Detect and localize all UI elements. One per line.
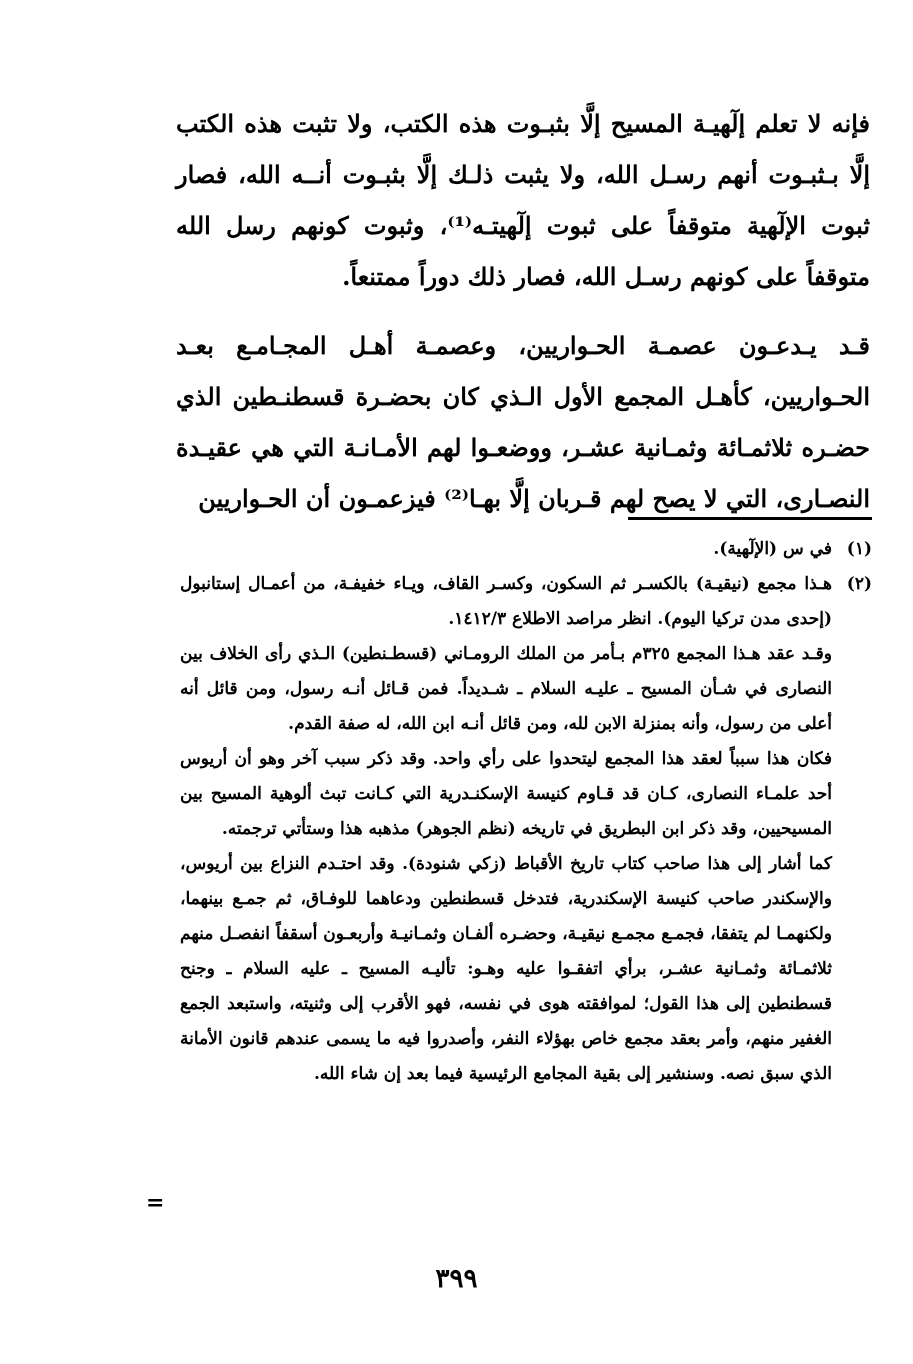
footnote-paragraph: وقـد عقد هـذا المجمع ٣٢٥م بـأمر من الملك الرومـاني (قسطـنطين) الـذي رأى الخلاف بين النصارى في شـأن المسيح ـ عليـه السلام ـ شـديداً. فمن قـائل أنـه رسول، ومن قائل أنه أعلى من رسول، وأنه بمنزلة الابن لله، ومن قائل أنـه ابن الله، له صفة القدم. <box>180 644 832 734</box>
main-paragraph: قـد يـدعـون عصمـة الحـواريين، وعصمـة أهـل المجـامـع بعـد الحـواريين، كأهـل المجمع الأول الـذي كان بحضـرة قسطنـطين الذي حضـره ثلاثمـائة وثمـانية عشـر، ووضعـوا لهم الأمـانـة التي هي عقيـدة النصـارى، التي لا يصح لهم قـربان إلَّا بهـا⁽²⁾ فيزعمـون أن الحـواريين <box>176 331 870 513</box>
footnote <box>180 567 872 1092</box>
footnote <box>180 532 872 567</box>
footnote-paragraph: كما أشار إلى هذا صاحب كتاب تاريخ الأقباط (زكي شنودة). وقد احتـدم النزاع بين أريوس، والإسكندر صاحب كنيسة الإسكندرية، فتدخل قسطنطين ودعاهما للوفـاق، ثم جمـع بينهما، ولكنهمـا لم يتفقا، فجمـع مجمـع نيقيـة، وحضـره ألفـان وثمـانيـة وأربعـون أسقفاً انفصـل منهم ثلاثمـائة وثمـانية عشـر، برأي اتفقـوا عليه وهـو: تأليـه المسيح ـ عليه السلام ـ وجنح قسطنطين إلى هذا القول؛ لموافقته هوى في نفسه، فهو الأقرب إلى وثنيته، واستبعد الجمع الغفير منهم، وأمر بعقد مجمع خاص بهؤلاء النفر، وأصدروا فيه ما يسمى عندهم قانون الأمانة الذي سبق نصه. وسنشير إلى بقية المجامع الرئيسية فيما بعد إن شاء الله. <box>180 854 832 1084</box>
footnote-paragraph: هـذا مجمع (نيقيـة) بالكسـر ثم السكون، وكسـر القاف، ويـاء خفيفـة، من أعمـال إستانبول (إحدى مدن تركيا اليوم). انظر مراصد الاطلاع ١٤١٢/٣. <box>180 574 832 629</box>
continuation-mark: = <box>146 1190 165 1216</box>
page-number: ٣٩٩ <box>435 1264 478 1294</box>
footnote-paragraph: في س (الإلٓهية). <box>713 539 832 559</box>
footnote-number: (٢) <box>846 574 872 594</box>
footnote-paragraph: فكان هذا سبباً لعقد هذا المجمع ليتحدوا على رأي واحد. وقد ذكر سبب آخر وهو أن أريوس أحد علمـاء النصارى، كـان قد قـاوم كنيسة الإسكنـدرية التي كـانت تبث ألوهية المسيح بين المسيحيين، وقد ذكر ابن البطريق في تاريخه (نظم الجوهر) مذهبه هذا وستأتي ترجمته. <box>180 749 832 839</box>
footnotes <box>180 532 872 1092</box>
footnote-number: (١) <box>846 539 872 559</box>
footnote-separator <box>628 517 872 520</box>
footnote-body <box>180 567 832 1092</box>
main-text <box>176 98 870 524</box>
main-paragraph: فإنه لا تعلم إلٓهيـة المسيح إلَّا بثبـوت هذه الكتب، ولا تثبت هذه الكتب إلَّا بـثبـوت أنهم رسـل الله، ولا يثبت ذلـك إلَّا بثبـوت أنــه الله، فصار ثبوت الإلٓهية متوقفاً على ثبوت إلٓهيتـه⁽¹⁾، وثبوت كونهم رسل الله متوقفاً على كونهم رسـل الله، فصار ذلك دوراً ممتنعاً. <box>176 109 870 291</box>
footnote-body <box>180 532 832 567</box>
